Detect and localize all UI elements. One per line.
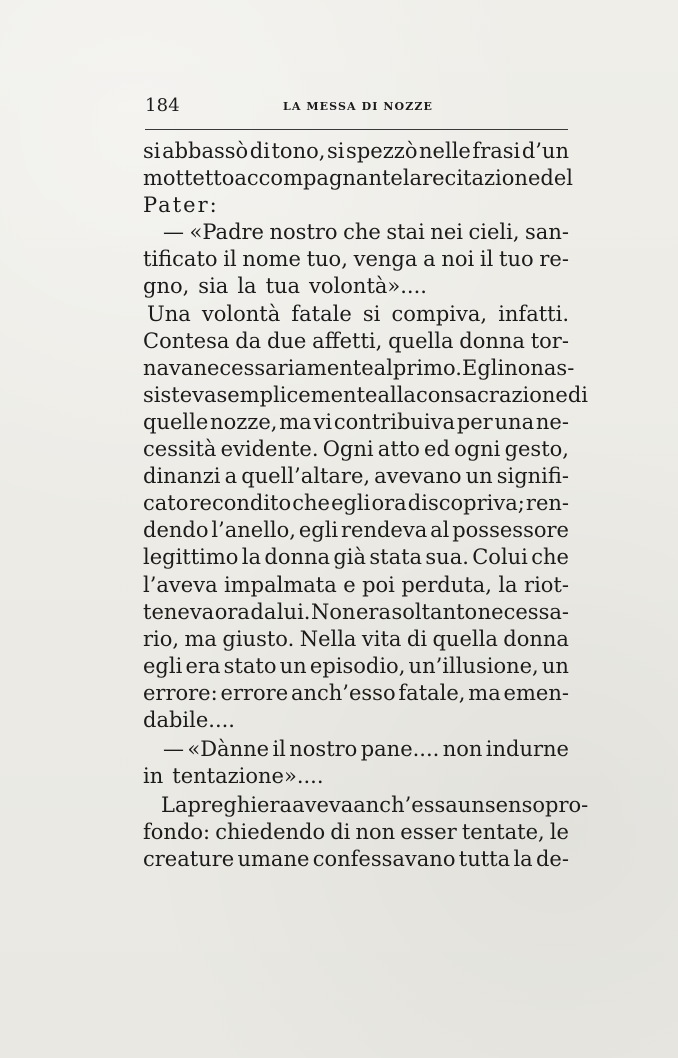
word: che (292, 491, 330, 516)
word: tentate, (461, 820, 545, 845)
word: de- (535, 847, 569, 872)
word: ren- (525, 491, 569, 516)
word: esser (400, 820, 457, 845)
text-line (143, 490, 569, 517)
word: frasi (472, 139, 521, 163)
word: ne- (535, 409, 569, 434)
word: un (457, 793, 485, 818)
word: spezzò (346, 139, 418, 163)
word: «Dànne (187, 737, 270, 762)
word: ora (371, 491, 407, 516)
word: episodio, (309, 653, 406, 678)
text-line (143, 192, 569, 219)
word: che (531, 545, 569, 570)
word: egli (298, 518, 339, 543)
word: cieli, (468, 220, 520, 245)
word: tificato (143, 247, 218, 272)
word: poi (362, 572, 395, 597)
word: infatti. (498, 301, 569, 326)
word: non (504, 355, 544, 380)
word: primo. (392, 355, 462, 380)
text-line (143, 653, 569, 680)
text-line (143, 463, 569, 490)
word: senso (484, 793, 545, 818)
word: recondito (189, 491, 292, 516)
word: compiva, (391, 301, 488, 326)
word: egli (143, 653, 183, 678)
word: tuo (499, 247, 534, 272)
word: un (541, 653, 569, 678)
word: nozze, (210, 409, 278, 434)
word: ogni (454, 437, 501, 462)
word: contribuiva (333, 409, 456, 434)
word: sua. (425, 545, 469, 570)
word: la (513, 847, 533, 872)
word: Contesa (143, 328, 230, 353)
text-line (143, 626, 569, 653)
word: il (223, 247, 237, 272)
word: quella (388, 328, 454, 353)
word: nelle (419, 139, 471, 163)
text-line (143, 572, 569, 599)
word: fondo: (143, 820, 211, 845)
word: nei (430, 220, 463, 245)
word: non (355, 820, 396, 845)
word: possessore (452, 518, 569, 543)
word: di (406, 626, 428, 651)
word: gno, (143, 274, 190, 299)
word: la (498, 572, 518, 597)
word: tono, (271, 139, 326, 163)
word: atto (377, 437, 420, 462)
word: aveva (292, 793, 354, 818)
word: soltanto (391, 599, 478, 624)
word: signifi- (496, 464, 569, 489)
word: il (272, 737, 286, 762)
word: egli (331, 491, 371, 516)
page-number: 184 (145, 95, 180, 116)
word: mottetto (143, 166, 235, 191)
word: san- (525, 220, 569, 245)
word: le (549, 820, 569, 845)
word: sia (198, 274, 229, 299)
text-line (143, 219, 569, 246)
word: cato (143, 491, 189, 516)
word: quella (432, 626, 498, 651)
word: la (237, 274, 257, 299)
word: di (567, 382, 589, 407)
word: donna (503, 626, 569, 651)
word: errore: (143, 680, 218, 705)
word: al (430, 518, 450, 543)
word: già (333, 545, 367, 570)
word: tor- (530, 328, 569, 353)
word: ma (468, 680, 501, 705)
word: stai (386, 220, 425, 245)
word: nostro (269, 220, 338, 245)
word: nome (242, 247, 301, 272)
word: chiedendo (215, 820, 326, 845)
word: teneva (143, 599, 215, 624)
word: tuo, (306, 247, 348, 272)
word: si (143, 139, 161, 163)
word: sisteva (143, 382, 217, 407)
word: gesto, (504, 437, 569, 462)
word: una (494, 409, 535, 434)
word: evidente. (220, 437, 319, 462)
word: di (330, 820, 351, 845)
word: stata (369, 545, 423, 570)
word: — (163, 737, 184, 762)
word: dinanzi (143, 464, 221, 489)
word: si (362, 301, 381, 326)
text-line (143, 382, 589, 409)
text-line (143, 792, 589, 819)
word: stato (223, 653, 277, 678)
word: donna (459, 328, 525, 353)
page-header (145, 96, 568, 130)
word: affetti, (312, 328, 383, 353)
word: avevano (374, 464, 462, 489)
text-line (143, 846, 569, 873)
word: semplicemente (216, 382, 378, 407)
word: vita (361, 626, 402, 651)
word: pro- (545, 793, 589, 818)
word: volontà».... (309, 274, 427, 299)
word: da (250, 599, 277, 624)
text-line (143, 819, 569, 846)
word: rendeva (341, 518, 428, 543)
word: legittimo (143, 545, 239, 570)
word: alla (377, 382, 416, 407)
word: non (442, 737, 483, 762)
word: nostro (289, 737, 358, 762)
word: perduta, (401, 572, 492, 597)
text-line (143, 599, 569, 626)
word: consacrazione (415, 382, 568, 407)
word: Non (310, 599, 356, 624)
word: re- (539, 247, 569, 272)
word: in (143, 764, 164, 789)
word: lui. (276, 599, 311, 624)
word: vi (313, 409, 333, 434)
text-line (143, 409, 569, 436)
word: errore (220, 680, 289, 705)
word: da (235, 328, 262, 353)
word: «Padre (189, 220, 264, 245)
text-line (143, 301, 569, 328)
word: per (456, 409, 493, 434)
text-line (143, 544, 569, 571)
word: emen- (503, 680, 569, 705)
word: Pater: (143, 193, 219, 218)
text-line (143, 246, 569, 273)
text-line (143, 355, 575, 382)
word: tentazione».... (172, 764, 324, 789)
word: confessavano (312, 847, 456, 872)
word: impalmata (224, 572, 337, 597)
word: di (249, 139, 270, 163)
word: la (241, 545, 262, 570)
text-line (143, 707, 569, 734)
word: Una (147, 301, 191, 326)
word: Ogni (322, 437, 374, 462)
word: anch’esso (290, 680, 396, 705)
word: il (479, 247, 494, 272)
word: era (185, 653, 221, 678)
body-text (143, 138, 589, 874)
text-line (143, 736, 569, 763)
word: quelle (143, 409, 209, 434)
word: Egli (461, 355, 505, 380)
word: creature (143, 847, 235, 872)
word: l’aveva (143, 572, 218, 597)
word: — (163, 220, 184, 245)
text-line (143, 763, 569, 790)
word: a (224, 464, 238, 489)
word: necessariamente (193, 355, 374, 380)
word: fatale, (398, 680, 466, 705)
running-title: LA MESSA DI NOZZE (283, 100, 433, 113)
word: anch’essa (353, 793, 458, 818)
word: che (343, 220, 381, 245)
word: rio, (143, 626, 180, 651)
word: quell’altare, (241, 464, 371, 489)
word: abbassò (162, 139, 249, 163)
word: riot- (524, 572, 569, 597)
word: tutta (458, 847, 511, 872)
word: La (161, 793, 188, 818)
word: nava (143, 355, 194, 380)
word: si (326, 139, 345, 163)
word: pane.... (360, 737, 440, 762)
word: la (402, 166, 423, 191)
word: ma (279, 409, 312, 434)
word: un (465, 464, 493, 489)
word: ed (424, 437, 450, 462)
word: d’un (521, 139, 569, 163)
word: tua (265, 274, 301, 299)
text-line (143, 165, 573, 192)
word: giusto. (222, 626, 295, 651)
word: umane (237, 847, 310, 872)
word: Nella (299, 626, 357, 651)
word: Colui (472, 545, 528, 570)
word: volontà (201, 301, 281, 326)
word: ma (184, 626, 217, 651)
text-line (143, 436, 569, 463)
word: preghiera (187, 793, 293, 818)
text-line (143, 273, 569, 300)
word: era (355, 599, 391, 624)
word: dendo (143, 518, 209, 543)
word: recitazione (422, 166, 541, 191)
word: indurne (485, 737, 569, 762)
word: necessa- (477, 599, 569, 624)
word: dabile.... (143, 707, 235, 732)
text-line (143, 680, 569, 707)
word: ora (214, 599, 250, 624)
text-line (143, 328, 569, 355)
word: un’illusione, (408, 653, 539, 678)
text-line (143, 517, 569, 544)
word: al (373, 355, 393, 380)
word: del (540, 166, 573, 191)
word: e (343, 572, 356, 597)
word: a (423, 247, 436, 272)
word: cessità (143, 437, 217, 462)
word: l’anello, (211, 518, 296, 543)
word: venga (353, 247, 418, 272)
word: as- (543, 355, 575, 380)
word: discopriva; (407, 491, 525, 516)
text-line (143, 138, 569, 165)
word: fatale (291, 301, 352, 326)
word: accompagnante (234, 166, 403, 191)
word: donna (264, 545, 331, 570)
word: due (266, 328, 307, 353)
word: noi (441, 247, 475, 272)
word: un (279, 653, 307, 678)
